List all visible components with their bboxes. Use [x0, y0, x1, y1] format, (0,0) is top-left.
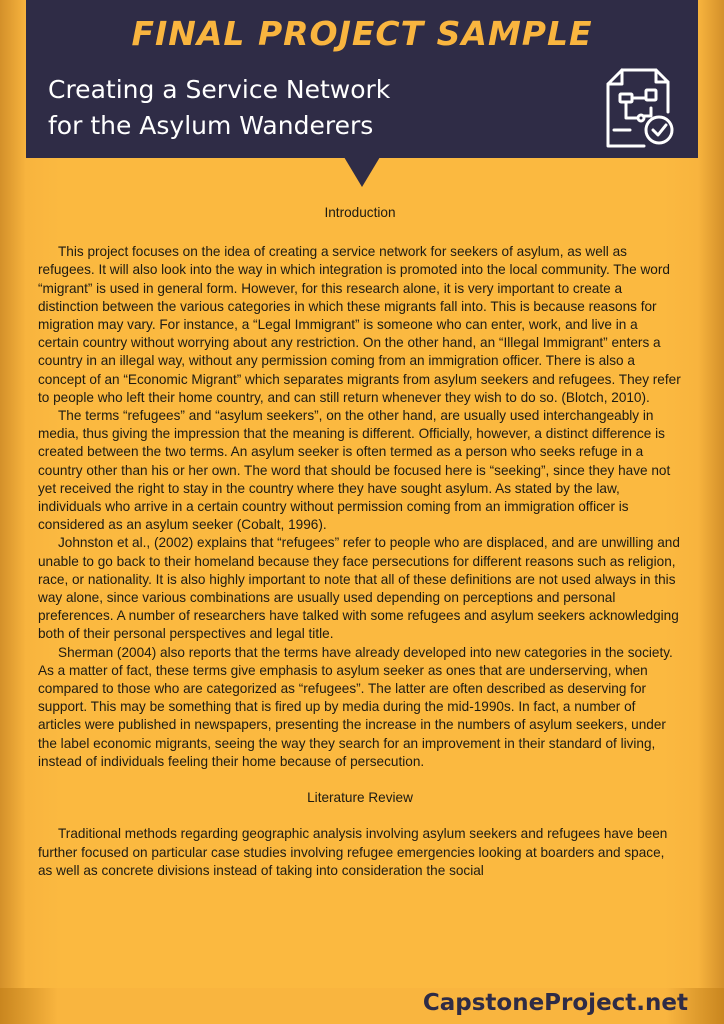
document-check-icon [604, 68, 676, 148]
header-banner [26, 0, 698, 158]
paragraph: Johnston et al., (2002) explains that “refugees” refer to people who are displaced, and are unwilling and unable to go back to their homeland because they face persecutions for different reasons such as religion, race, or nationality. It is also highly important to note that all of these definitions are not used always in this way alone, since various combinations are usually used depending on perceptions and personal preferences. A number of researchers have talked with some refugees and asylum seekers acknowledging both of their personal perspectives and legal title. [38, 535, 680, 642]
paragraph: The terms “refugees” and “asylum seekers”, on the other hand, are usually used interchangeably in media, thus giving the impression that the meaning is different. Officially, however, a distinct difference is created between the two terms. An asylum seeker is often termed as a person who seeks refuge in a country other than his or her own. The word that should be focused here is “seeking”, since they have not yet received the right to stay in the country where they have sought asylum. As stated by the law, individuals who arrive in a certain country without permission coming from an immigration officer is considered as an asylum seeker (Cobalt, 1996). [38, 408, 671, 533]
subtitle-line-1: Creating a Service Network [48, 75, 391, 104]
site-brand: CapstoneProject.net [422, 990, 688, 1016]
literature-review-heading: Literature Review [307, 790, 413, 806]
document-body [38, 204, 682, 880]
paragraph: This project focuses on the idea of creating a service network for seekers of asylum, as well as refugees. It will also look into the way in which integration is promoted into the local community. The word “migrant” is used in general form. However, for this research alone, it is very important to create a distinction between the various categories in which these migrants fall into. This is because reasons for migration may vary. For instance, a “Legal Immigrant” is someone who can enter, work, and live in a certain country without worrying about any restriction. On the other hand, an “Illegal Immigrant” enters a country in an illegal way, without any permission coming from an immigration officer. There is also a concept of an “Economic Migrant” which separates migrants from asylum seekers and refugees. They refer to people who left their home country, and can still return whenever they wish to do so. (Blotch, 2010). [38, 244, 681, 405]
introduction-heading: Introduction [324, 205, 396, 220]
page-title: FINAL PROJECT SAMPLE [131, 14, 593, 53]
project-subtitle [48, 72, 518, 144]
subtitle-line-2: for the Asylum Wanderers [48, 111, 374, 140]
paragraph: Sherman (2004) also reports that the terms have already developed into new categories in the society. As a matter of fact, these terms give emphasis to asylum seeker as ones that are underserving, when compared to those who are categorized as “refugees”. The latter are often described as deserving for support. This may be something that is fired up by media during the mid-1990s. In fact, a number of articles were published in newspapers, presenting the increase in the numbers of asylum seekers, under the label economic migrants, seeing the way they search for an improvement in their standard of living, instead of individuals feeling their home because of persecution. [38, 644, 673, 769]
paragraph: Traditional methods regarding geographic analysis involving asylum seekers and refugees have been further focused on particular case studies involving refugee emergencies looking at boarders and space, as well as concrete divisions instead of taking into consideration the social [38, 826, 668, 878]
footer-banner [0, 988, 724, 1024]
header-pointer [344, 157, 380, 187]
